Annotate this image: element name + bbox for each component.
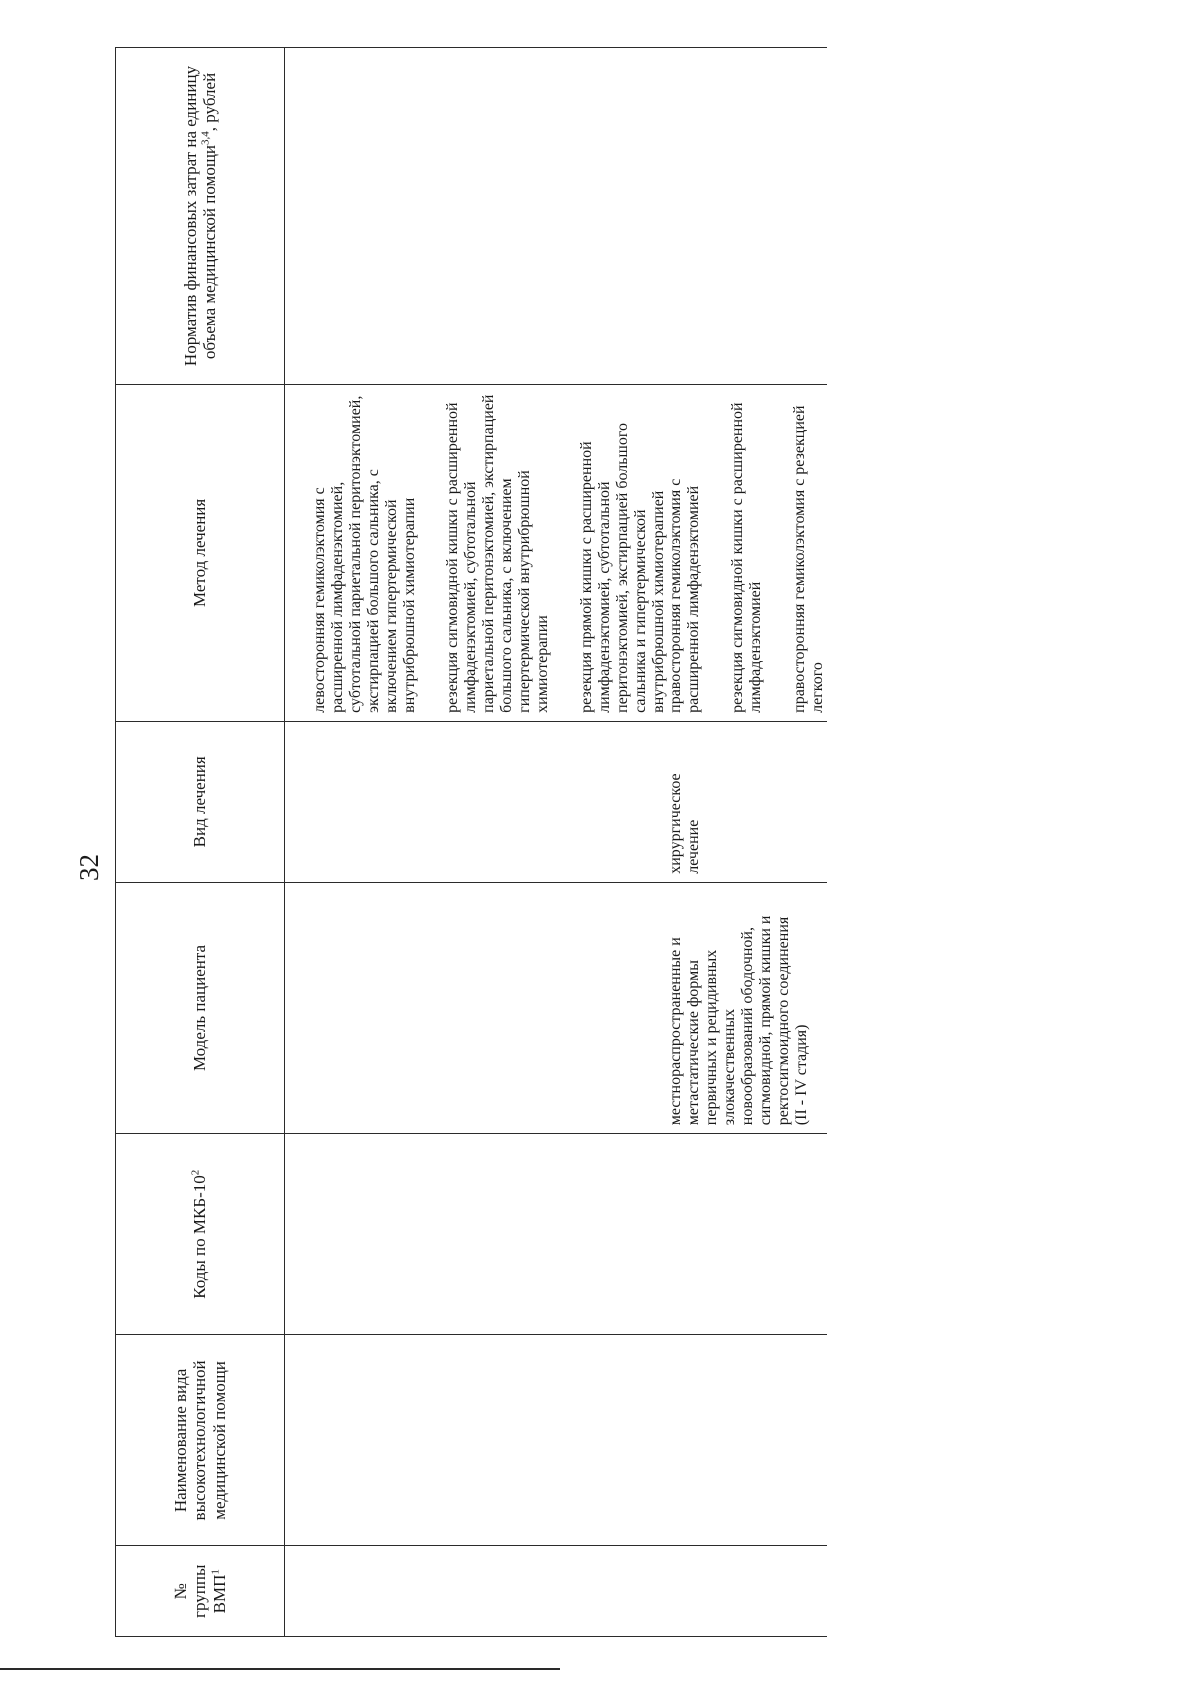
rotated-page <box>115 47 1165 1637</box>
header-care-type-name: Наименование вида высокотехнологичной медицинской помощи <box>116 1335 285 1546</box>
method-item: правосторонняя гемиколэктомия с резекцией легкого <box>791 405 826 713</box>
patient-model-text: местнораспространенные и метастатические формы первичных и рецидивных злокачественных новообразований ободочной, сигмовидной, прямой кишки и ректосигмоидного соединения <box>667 915 792 1126</box>
header-cost-norm: Норматив финансовых затрат на единицу объема медицинской помощи$^{3,4}$, рублей <box>116 48 285 385</box>
method-item: резекция сигмовидной кишки с расширенной лимфаденэктомией <box>729 402 765 713</box>
method-item: левосторонняя гемиколэктомия с расширенной лимфаденэктомией, субтотальной париетальной перитонэктомией, экстирпацией большого сальника, с включением гипертермической внутрибрюшной химиотерапии <box>311 395 418 713</box>
header-treatment-type: Вид лечения <box>116 721 285 882</box>
header-patient-model: Модель пациента <box>116 882 285 1133</box>
method-cell <box>667 384 826 721</box>
patient-model-cell <box>667 882 826 1133</box>
vmp-table <box>115 47 827 1637</box>
patient-model-stage: (II - IV стадия) <box>792 1024 810 1126</box>
header-treatment-method: Метод лечения <box>116 384 285 721</box>
table-spacer-row <box>285 48 312 1637</box>
header-group-number: № группы ВМП$^1$ <box>116 1546 285 1637</box>
table-row <box>667 48 826 1637</box>
scan-edge-line <box>0 1668 560 1670</box>
header-icd-codes: Коды по МКБ-$10^2$ <box>116 1134 285 1335</box>
method-item: резекция прямой кишки с расширенной лимфаденэктомией, субтотальной перитонэктомией, экстирпацией большого сальника и гипертермической внутрибрюшной химиотерапией <box>577 422 667 713</box>
treatment-type-cell: хирургическое лечение <box>667 721 826 882</box>
table-header-row <box>116 48 285 1637</box>
table-row <box>311 48 667 1637</box>
method-item: резекция сигмовидной кишки с расширенной лимфаденэктомией, субтотальной париетальной перитонэктомией, экстирпацией большого сальника, с включением гипертермической внутрибрюшной химиотерапии <box>444 394 551 713</box>
method-cell <box>311 384 667 721</box>
method-item: правосторонняя гемиколэктомия с расширенной лимфаденэктомией <box>667 478 703 713</box>
page-number: 32 <box>74 854 104 881</box>
